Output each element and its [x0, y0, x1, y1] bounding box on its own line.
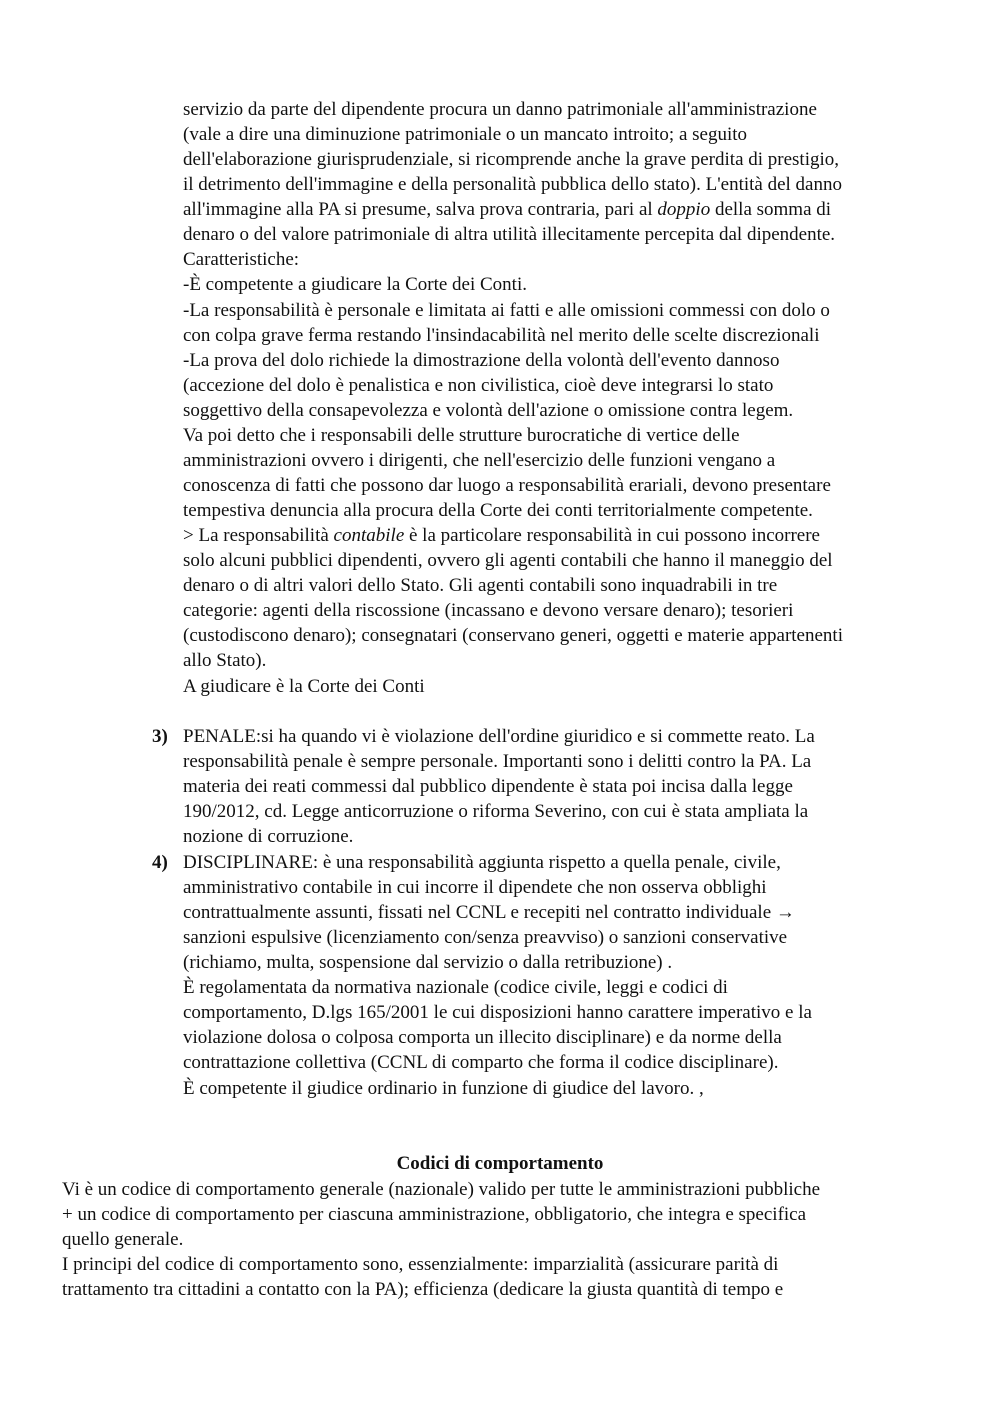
italic-term: contabile — [333, 525, 405, 546]
list-item-line: amministrativo contabile in cui incorre il dipendete che non osserva obblighi — [183, 877, 767, 898]
paragraph-line: Caratteristiche: — [183, 249, 300, 270]
paragraph-line: quello generale. — [62, 1229, 184, 1250]
paragraph-line: con colpa grave ferma restando l'insindacabilità nel merito delle scelte discrezionali — [183, 325, 820, 346]
paragraph-line: + un codice di comportamento per ciascuna amministrazione, obbligatorio, che integra e specifica — [62, 1204, 807, 1225]
paragraph-line: denaro o del valore patrimoniale di altra utilità illecitamente percepita dal dipendente. — [183, 224, 836, 245]
list-item-line: PENALE:si ha quando vi è violazione dell'ordine giuridico e si commette reato. La — [183, 726, 815, 747]
list-item-line: contrattazione collettiva (CCNL di comparto che forma il codice disciplinare). — [183, 1052, 779, 1073]
paragraph-line: denaro o di altri valori dello Stato. Gli agenti contabili sono inquadrabili in tre — [183, 575, 778, 596]
paragraph-line — [183, 523, 820, 548]
list-item-line: È competente il giudice ordinario in funzione di giudice del lavoro. , — [183, 1078, 704, 1099]
italic-term: doppio — [657, 199, 711, 220]
paragraph-line: I principi del codice di comportamento sono, essenzialmente: imparzialità (assicurare parità di — [62, 1254, 779, 1275]
paragraph-line: il detrimento dell'immagine e della personalità pubblica dello stato). L'entità del danno — [183, 174, 842, 195]
list-item-line: comportamento, D.lgs 165/2001 le cui disposizioni hanno carattere imperativo e la — [183, 1002, 812, 1023]
paragraph-line: -La prova del dolo richiede la dimostrazione della volontà dell'evento dannoso — [183, 350, 780, 371]
paragraph-line: (accezione del dolo è penalistica e non civilistica, cioè deve integrarsi lo stato — [183, 375, 774, 396]
text-run: > La responsabilità — [183, 525, 334, 546]
list-number: 3) — [152, 726, 168, 747]
paragraph-line: servizio da parte del dipendente procura un danno patrimoniale all'amministrazione — [183, 99, 817, 120]
paragraph-line: trattamento tra cittadini a contatto con la PA); efficienza (dedicare la giusta quantità di tempo e — [62, 1279, 784, 1300]
list-item-line: DISCIPLINARE: è una responsabilità aggiunta rispetto a quella penale, civile, — [183, 852, 781, 873]
text-run: della somma di — [710, 199, 832, 220]
text-run: all'immagine alla PA si presume, salva prova contraria, pari al — [183, 199, 658, 220]
paragraph-line: categorie: agenti della riscossione (incassano e devono versare denaro); tesorieri — [183, 600, 794, 621]
paragraph-line: (custodiscono denaro); consegnatari (conservano generi, oggetti e materie appartenenti — [183, 625, 843, 646]
list-item-line: contrattualmente assunti, fissati nel CCNL e recepiti nel contratto individuale → — [183, 902, 795, 923]
paragraph-line: -È competente a giudicare la Corte dei Conti. — [183, 274, 527, 295]
list-item-line: (richiamo, multa, sospensione dal servizio o dalla retribuzione) . — [183, 952, 673, 973]
list-item-line: nozione di corruzione. — [183, 826, 354, 847]
paragraph-line: solo alcuni pubblici dipendenti, ovvero gli agenti contabili che hanno il maneggio del — [183, 550, 833, 571]
paragraph-line: amministrazioni ovvero i dirigenti, che nell'esercizio delle funzioni vengano a — [183, 450, 776, 471]
paragraph-line: dell'elaborazione giurisprudenziale, si ricomprende anche la grave perdita di prestigio, — [183, 149, 840, 170]
section-heading: Codici di comportamento — [396, 1153, 604, 1174]
paragraph-line: Va poi detto che i responsabili delle strutture burocratiche di vertice delle — [183, 425, 740, 446]
paragraph-line: conoscenza di fatti che possono dar luogo a responsabilità erariali, devono presentare — [183, 475, 831, 496]
list-number: 4) — [152, 852, 168, 873]
paragraph-line — [183, 197, 831, 222]
paragraph-line: Vi è un codice di comportamento generale (nazionale) valido per tutte le amministrazioni pubbliche — [62, 1179, 821, 1200]
text-run: è la particolare responsabilità in cui possono incorrere — [404, 525, 820, 546]
paragraph-line: tempestiva denuncia alla procura della Corte dei conti territorialmente competente. — [183, 500, 813, 521]
paragraph-line: A giudicare è la Corte dei Conti — [183, 676, 425, 697]
list-item-line: sanzioni espulsive (licenziamento con/senza preavviso) o sanzioni conservative — [183, 927, 788, 948]
paragraph-line: -La responsabilità è personale e limitata ai fatti e alle omissioni commessi con dolo o — [183, 300, 830, 321]
list-item-line: 190/2012, cd. Legge anticorruzione o riforma Severino, con cui è stata ampliata la — [183, 801, 809, 822]
list-item-line: responsabilità penale è sempre personale. Importanti sono i delitti contro la PA. La — [183, 751, 812, 772]
paragraph-line: (vale a dire una diminuzione patrimoniale o un mancato introito; a seguito — [183, 124, 748, 145]
list-item-line: violazione dolosa o colposa comporta un illecito disciplinare) e da norme della — [183, 1027, 782, 1048]
list-item-line: materia dei reati commessi dal pubblico dipendente è stata poi incisa dalla legge — [183, 776, 793, 797]
paragraph-line: allo Stato). — [183, 650, 267, 671]
paragraph-line: soggettivo della consapevolezza e volontà dell'azione o omissione contra legem. — [183, 400, 794, 421]
list-item-line: È regolamentata da normativa nazionale (codice civile, leggi e codici di — [183, 977, 728, 998]
